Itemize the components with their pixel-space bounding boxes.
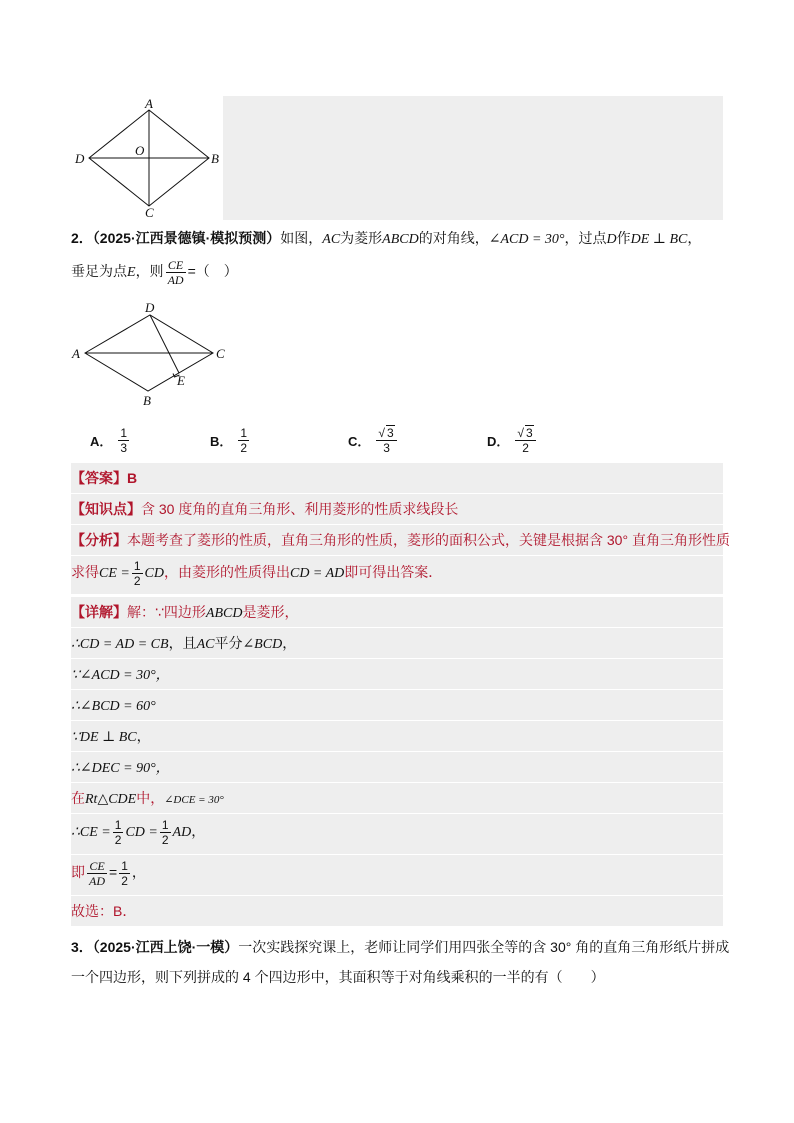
fraction	[166, 258, 186, 287]
radicand: 3	[386, 426, 394, 440]
analysis-row-2	[71, 556, 723, 594]
text: 解：∵四边形	[127, 604, 206, 620]
knowledge-text: 含 30 度角的直角三角形、利用菱形的性质求线段长	[141, 501, 459, 517]
option-letter: D．	[487, 433, 510, 449]
numerator: 1	[120, 425, 128, 440]
analysis-row-1	[71, 525, 730, 555]
radicand: 3	[525, 426, 533, 440]
numerator	[376, 425, 396, 441]
detail-row-3	[71, 659, 723, 689]
math: ABCD	[382, 232, 419, 247]
text: ，过点	[564, 230, 607, 246]
denominator: 2	[133, 574, 141, 588]
numerator: CE	[87, 859, 107, 874]
math: CE =	[99, 566, 130, 582]
knowledge-row	[71, 494, 723, 524]
label-e: E	[177, 373, 185, 388]
label-c: C	[145, 205, 154, 220]
math: DE ⊥ BC	[630, 232, 688, 247]
math: ∴CE =	[71, 825, 111, 841]
math: CD =	[125, 825, 158, 841]
text: ，由菱形的性质得出	[163, 564, 290, 581]
math: ∴∠BCD = 60°	[71, 699, 156, 714]
detail-row-7	[71, 783, 723, 813]
label-b: B	[143, 393, 151, 408]
text: =（ ）	[187, 263, 238, 280]
math: AC	[322, 232, 341, 247]
sqrt-sign: √	[378, 426, 385, 440]
text: ，	[131, 864, 146, 881]
math: ∵∠ACD = 30°，	[71, 668, 170, 683]
math: E	[127, 265, 136, 281]
fraction	[119, 859, 130, 888]
option-a[interactable]	[90, 422, 131, 458]
answer-value: B	[127, 470, 138, 486]
fraction	[113, 818, 124, 847]
math: ∵DE ⊥ BC	[71, 730, 137, 745]
question-source: （2025·江西上饶·一模）	[92, 939, 239, 955]
numerator: 1	[121, 859, 128, 873]
text: 即可得出答案．	[344, 564, 443, 581]
label-a: A	[145, 96, 153, 111]
denominator: AD	[167, 273, 184, 287]
question-number: 3．	[71, 939, 93, 955]
answer-row	[71, 463, 723, 493]
text: ，则	[135, 263, 164, 280]
fraction	[515, 425, 535, 455]
label-a: A	[72, 346, 80, 361]
label-b: B	[211, 151, 219, 166]
text: 为菱形	[340, 230, 383, 246]
math: CD	[144, 566, 164, 582]
numerator	[515, 425, 535, 441]
option-letter: A．	[90, 433, 113, 449]
text: 的对角线，	[418, 230, 489, 246]
denominator: 2	[161, 833, 169, 847]
knowledge-tag: 【知识点】	[71, 501, 141, 517]
denominator: 3	[120, 440, 128, 455]
question2-line1	[71, 228, 701, 250]
conclusion: 故选：B．	[71, 903, 137, 919]
detail-row-6	[71, 752, 723, 782]
fraction	[118, 426, 129, 455]
denominator: 2	[240, 440, 248, 455]
analysis-text: 本题考查了菱形的性质，直角三角形的性质，菱形的面积公式，关键是根据含 30° 直角三角形性质	[127, 532, 730, 548]
text: 一次实践探究课上，老师让同学们用四张全等的含 30° 角的直角三角形纸片拼成	[238, 939, 730, 955]
text: 平分	[214, 635, 243, 651]
answer-tag: 【答案】	[71, 470, 127, 486]
math: ∴CD = AD = CB	[71, 637, 169, 652]
denominator: AD	[89, 874, 105, 888]
question3-line1	[71, 937, 729, 957]
denominator: 2	[522, 441, 529, 455]
text: ，	[282, 635, 297, 651]
numerator: 1	[114, 818, 122, 832]
denominator: 2	[121, 874, 128, 888]
detail-row-8	[71, 814, 723, 854]
fraction	[132, 559, 143, 588]
option-c[interactable]	[348, 422, 399, 458]
text: 中，	[136, 790, 165, 806]
question2-line2	[71, 258, 238, 287]
text: ，	[136, 728, 151, 744]
fraction	[376, 425, 396, 455]
text: 一个四边形，则下列拼成的 4 个四边形中，其面积等于对角线乘积的一半的有（ ）	[71, 969, 605, 985]
text: 作	[616, 230, 631, 246]
text: 是菱形，	[242, 604, 299, 620]
fraction	[87, 859, 107, 888]
fraction	[238, 426, 249, 455]
math: CD = AD	[289, 566, 345, 582]
figure1	[71, 96, 223, 220]
math: AD	[172, 825, 192, 841]
fraction	[160, 818, 171, 847]
math: ∠ACD = 30°	[488, 232, 565, 247]
figure1-container	[71, 96, 723, 220]
math: ∠BCD	[242, 637, 283, 652]
text: 垂足为点	[71, 263, 127, 280]
text: 即	[71, 864, 85, 881]
denominator: 3	[383, 441, 390, 455]
option-letter: B．	[210, 433, 233, 449]
math: ABCD	[205, 606, 243, 621]
denominator: 2	[114, 833, 122, 847]
analysis-tag: 【分析】	[71, 532, 127, 548]
figure2	[71, 298, 241, 413]
math: ∴∠DEC = 90°，	[71, 761, 170, 776]
detail-row-5	[71, 721, 723, 751]
detail-row-2	[71, 628, 723, 658]
text: ，	[191, 823, 206, 840]
option-letter: C．	[348, 433, 371, 449]
detail-row-9	[71, 855, 723, 895]
label-d: D	[145, 300, 155, 315]
detail-row-1	[71, 597, 723, 627]
detail-row-4	[71, 690, 723, 720]
text: 如图，	[280, 230, 323, 246]
math: Rt△CDE	[85, 792, 137, 807]
rhombus-diagram-2	[71, 298, 241, 413]
text: 求得	[71, 564, 99, 581]
option-b[interactable]	[210, 422, 251, 458]
text: 在	[71, 790, 85, 806]
numerator: 1	[240, 425, 248, 440]
label-d: D	[75, 151, 85, 166]
rhombus-diagram-1	[71, 96, 223, 220]
text: ，	[687, 230, 702, 246]
text: ，且	[168, 635, 197, 651]
numerator: CE	[166, 258, 186, 273]
detail-tag: 【详解】	[71, 604, 127, 620]
detail-row-10	[71, 896, 723, 926]
sqrt-sign: √	[517, 426, 524, 440]
label-c: C	[216, 346, 225, 361]
answer-options	[90, 422, 690, 458]
numerator: 1	[133, 559, 141, 573]
label-o: O	[135, 143, 145, 158]
option-d[interactable]	[487, 422, 538, 458]
text: =	[109, 864, 118, 881]
math: D	[606, 232, 617, 247]
math: ∠DCE = 30°	[164, 794, 224, 806]
question-source: （2025·江西景德镇·模拟预测）	[92, 230, 281, 246]
numerator: 1	[161, 818, 169, 832]
question3-line2	[71, 967, 605, 987]
math: AC	[196, 637, 215, 652]
question-number: 2．	[71, 230, 93, 246]
